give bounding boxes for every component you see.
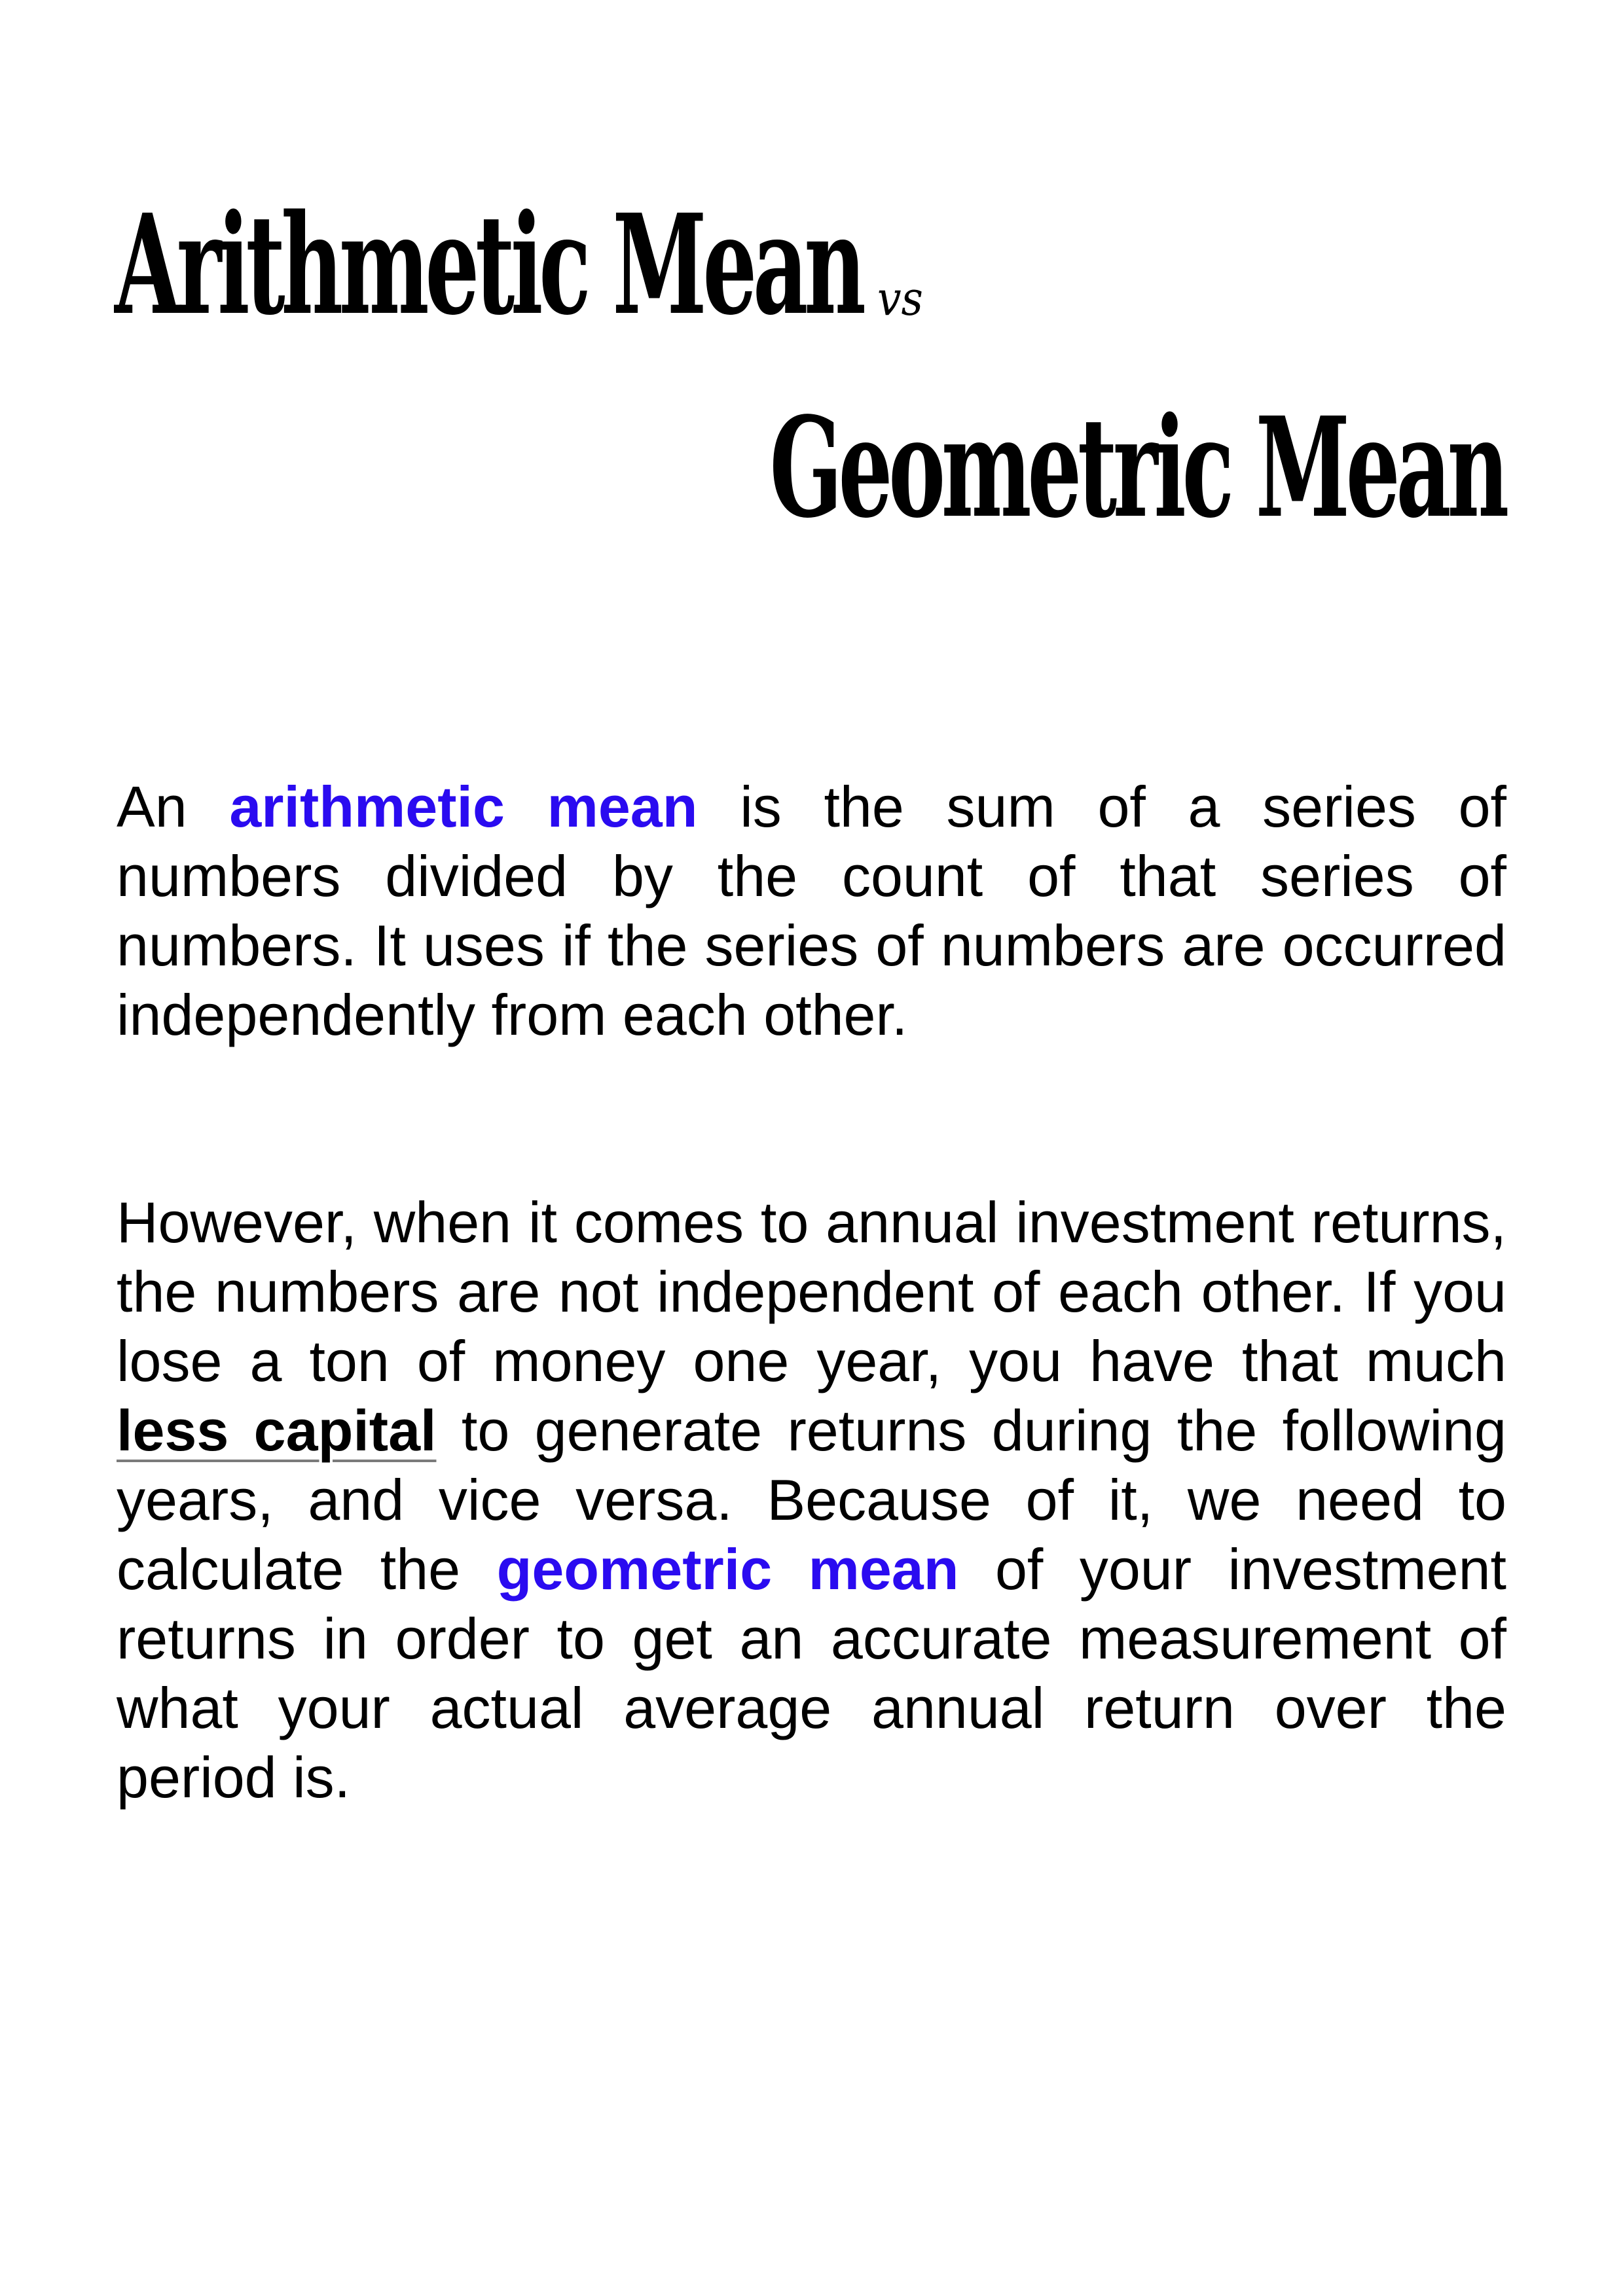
title-geometric-mean: Geometric Mean <box>769 387 1505 548</box>
term-arithmetic-mean: arithmetic mean <box>229 774 698 839</box>
paragraph1-post: is the sum of a series of numbers divided by the count of that series of numbers. It uses if the series of numbers are occurred independently from each other. <box>117 774 1506 1047</box>
paragraph2-part2: to generate returns during the following years, and vice versa. Because of it, we need to calculate the <box>117 1398 1506 1602</box>
title-connector-vs: vs <box>877 271 923 326</box>
paragraph1-pre: An <box>117 774 230 839</box>
title-arithmetic-mean: Arithmetic Mean <box>115 184 862 346</box>
paragraph2-part1: However, when it comes to annual investment returns, the numbers are not independent of each other. If you lose a ton of money one year, you have that much <box>117 1190 1506 1393</box>
emphasis-less-capital: less capital <box>117 1398 437 1463</box>
paragraph-investment-returns <box>117 1188 1506 1812</box>
term-geometric-mean: geometric mean <box>496 1537 959 1602</box>
paragraph-arithmetic-definition <box>117 772 1506 1050</box>
paragraph2-part3: of your investment returns in order to get an accurate measurement of what your actual average annual return over the period is. <box>117 1537 1506 1810</box>
